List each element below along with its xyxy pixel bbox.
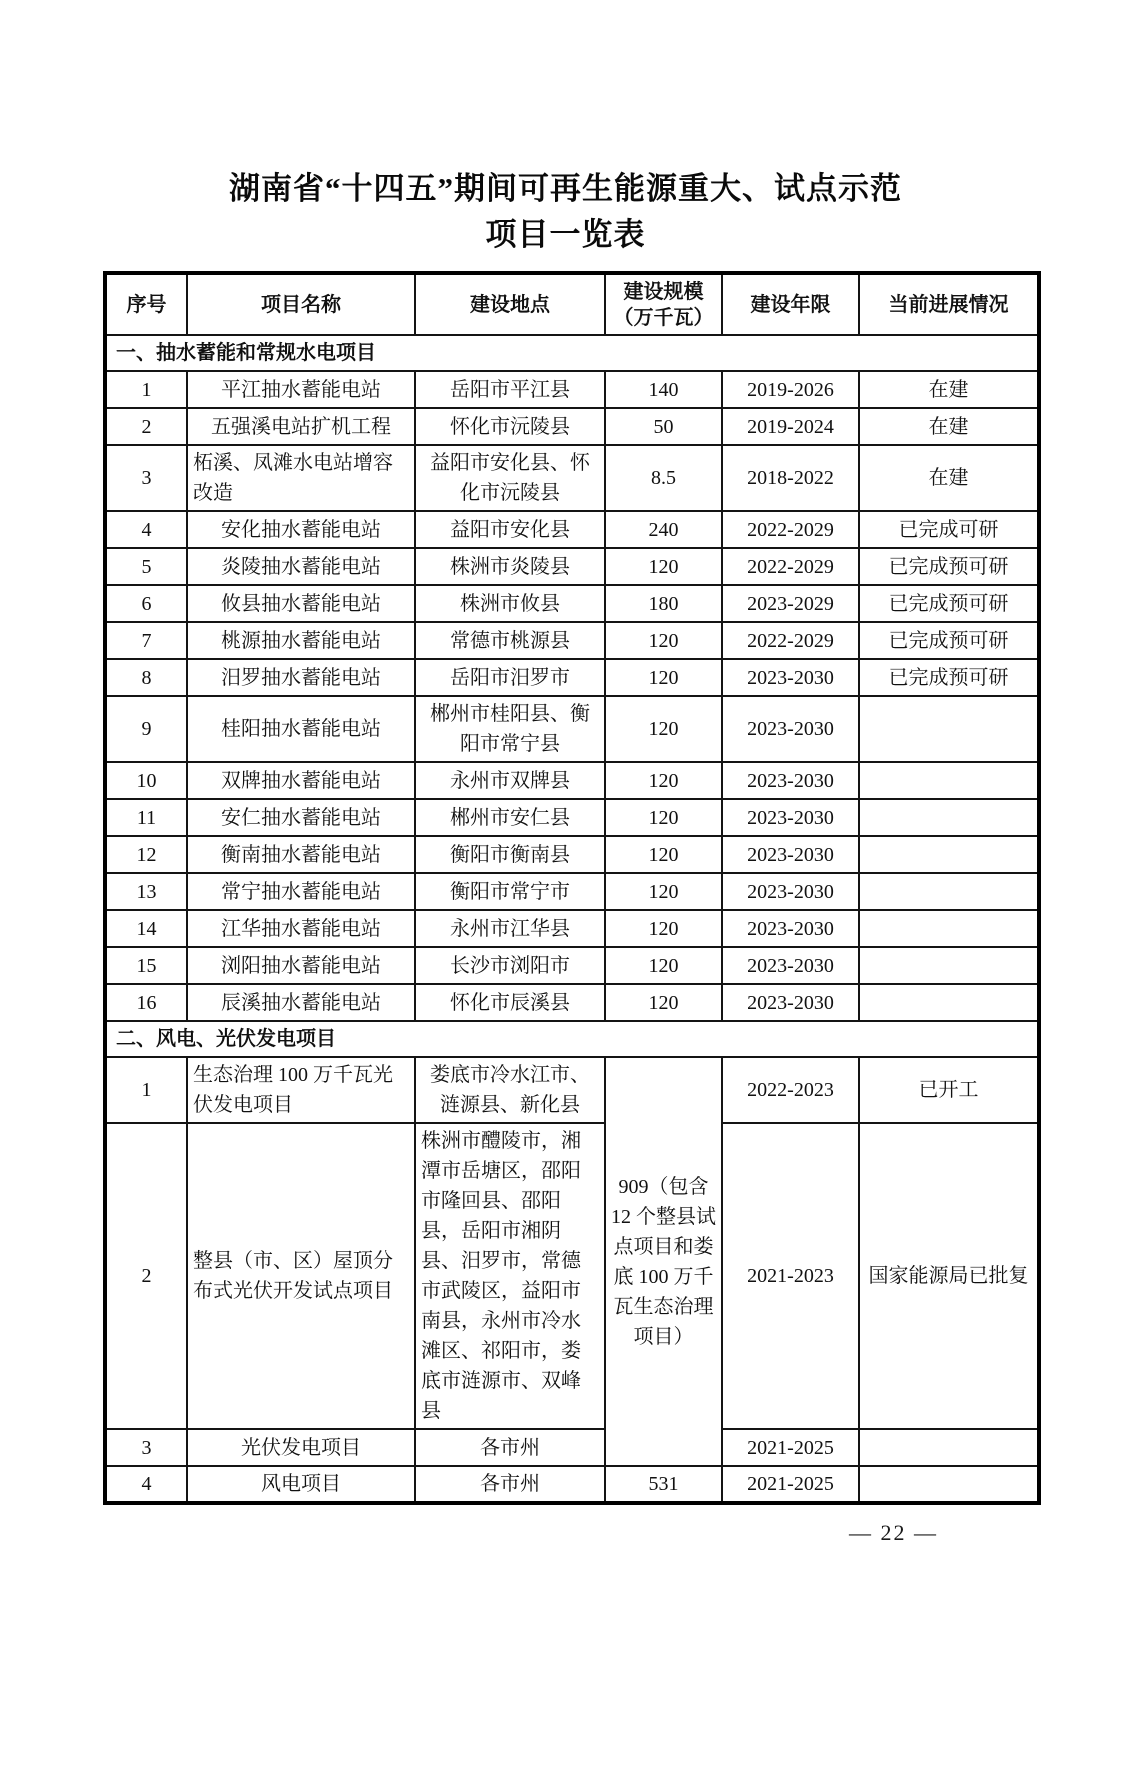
page-number: — 22 — <box>849 1520 938 1545</box>
cell-location: 株洲市攸县 <box>415 585 605 622</box>
cell-name: 双牌抽水蓄能电站 <box>187 762 415 799</box>
cell-scale: 180 <box>605 585 722 622</box>
cell-location: 各市州 <box>415 1429 605 1466</box>
cell-name: 生态治理 100 万千瓦光伏发电项目 <box>187 1057 415 1123</box>
table-row <box>105 445 1039 511</box>
cell-progress: 已完成预可研 <box>859 659 1039 696</box>
table-row <box>105 1057 1039 1123</box>
cell-name: 五强溪电站扩机工程 <box>187 408 415 445</box>
document-title-line2: 项目一览表 <box>485 217 646 252</box>
cell-years: 2023-2030 <box>722 873 859 910</box>
cell-progress <box>859 1466 1039 1503</box>
table-row <box>105 622 1039 659</box>
table-row <box>105 408 1039 445</box>
cell-no: 3 <box>105 1429 187 1466</box>
cell-name: 桃源抽水蓄能电站 <box>187 622 415 659</box>
cell-scale: 120 <box>605 984 722 1021</box>
cell-no: 2 <box>105 1123 187 1429</box>
cell-name: 衡南抽水蓄能电站 <box>187 836 415 873</box>
cell-progress: 国家能源局已批复 <box>859 1123 1039 1429</box>
cell-name: 桂阳抽水蓄能电站 <box>187 696 415 762</box>
section-header-row <box>105 1021 1039 1057</box>
cell-location: 益阳市安化县、怀化市沅陵县 <box>415 445 605 511</box>
cell-no: 4 <box>105 1466 187 1503</box>
cell-no: 1 <box>105 371 187 408</box>
cell-location: 永州市江华县 <box>415 910 605 947</box>
cell-no: 5 <box>105 548 187 585</box>
cell-progress: 已完成可研 <box>859 511 1039 548</box>
table-row <box>105 1123 1039 1429</box>
cell-years: 2018-2022 <box>722 445 859 511</box>
table-body <box>105 335 1039 1503</box>
cell-progress <box>859 873 1039 910</box>
table-row <box>105 1429 1039 1466</box>
cell-name: 攸县抽水蓄能电站 <box>187 585 415 622</box>
cell-location: 娄底市冷水江市、涟源县、新化县 <box>415 1057 605 1123</box>
col-header-scale-line1: 建设规模 <box>623 280 704 303</box>
cell-progress <box>859 910 1039 947</box>
cell-scale: 120 <box>605 622 722 659</box>
cell-scale: 50 <box>605 408 722 445</box>
cell-location: 各市州 <box>415 1466 605 1503</box>
cell-name: 汨罗抽水蓄能电站 <box>187 659 415 696</box>
cell-no: 11 <box>105 799 187 836</box>
projects-table <box>103 271 1041 1505</box>
cell-progress <box>859 1429 1039 1466</box>
table-row <box>105 836 1039 873</box>
cell-scale: 120 <box>605 947 722 984</box>
cell-progress: 在建 <box>859 371 1039 408</box>
cell-name: 整县（市、区）屋顶分布式光伏开发试点项目 <box>187 1123 415 1429</box>
cell-progress: 已完成预可研 <box>859 622 1039 659</box>
cell-no: 7 <box>105 622 187 659</box>
cell-years: 2022-2029 <box>722 548 859 585</box>
document-page <box>0 166 1131 1546</box>
cell-name: 光伏发电项目 <box>187 1429 415 1466</box>
table-row <box>105 799 1039 836</box>
cell-location: 郴州市桂阳县、衡阳市常宁县 <box>415 696 605 762</box>
col-header-progress: 当前进展情况 <box>859 273 1039 335</box>
cell-no: 2 <box>105 408 187 445</box>
col-header-years: 建设年限 <box>722 273 859 335</box>
table-row <box>105 659 1039 696</box>
cell-no: 16 <box>105 984 187 1021</box>
cell-scale: 120 <box>605 548 722 585</box>
cell-years: 2023-2029 <box>722 585 859 622</box>
cell-years: 2022-2029 <box>722 622 859 659</box>
table-row <box>105 696 1039 762</box>
cell-progress <box>859 762 1039 799</box>
cell-scale: 120 <box>605 836 722 873</box>
cell-years: 2023-2030 <box>722 947 859 984</box>
cell-location: 益阳市安化县 <box>415 511 605 548</box>
cell-no: 14 <box>105 910 187 947</box>
table-row <box>105 585 1039 622</box>
cell-progress: 在建 <box>859 445 1039 511</box>
col-header-scale-line2: （万千瓦） <box>613 306 714 329</box>
cell-scale: 120 <box>605 910 722 947</box>
col-header-no: 序号 <box>105 273 187 335</box>
section-header-row <box>105 335 1039 371</box>
section-title: 二、风电、光伏发电项目 <box>105 1021 1039 1057</box>
cell-location: 永州市双牌县 <box>415 762 605 799</box>
cell-name: 平江抽水蓄能电站 <box>187 371 415 408</box>
col-header-scale <box>605 273 722 335</box>
cell-no: 10 <box>105 762 187 799</box>
cell-no: 12 <box>105 836 187 873</box>
cell-years: 2021-2025 <box>722 1466 859 1503</box>
cell-scale: 120 <box>605 659 722 696</box>
cell-location: 株洲市醴陵市，湘潭市岳塘区，邵阳市隆回县、邵阳县，岳阳市湘阴县、汨罗市，常德市武陵区，益阳市南县，永州市冷水滩区、祁阳市，娄底市涟源市、双峰县 <box>415 1123 605 1429</box>
table-row <box>105 947 1039 984</box>
cell-years: 2023-2030 <box>722 984 859 1021</box>
document-title-line1: 湖南省“十四五”期间可再生能源重大、试点示范 <box>229 171 902 206</box>
cell-name: 辰溪抽水蓄能电站 <box>187 984 415 1021</box>
cell-scale: 140 <box>605 371 722 408</box>
col-header-location: 建设地点 <box>415 273 605 335</box>
cell-progress: 已开工 <box>859 1057 1039 1123</box>
cell-location: 常德市桃源县 <box>415 622 605 659</box>
cell-name: 炎陵抽水蓄能电站 <box>187 548 415 585</box>
cell-no: 9 <box>105 696 187 762</box>
table-row <box>105 762 1039 799</box>
cell-no: 1 <box>105 1057 187 1123</box>
cell-years: 2023-2030 <box>722 836 859 873</box>
cell-progress <box>859 984 1039 1021</box>
table-row <box>105 873 1039 910</box>
table-header-row <box>105 273 1039 335</box>
cell-scale: 909（包含 12 个整县试点项目和娄底 100 万千瓦生态治理项目） <box>605 1057 722 1466</box>
cell-years: 2021-2023 <box>722 1123 859 1429</box>
cell-years: 2022-2023 <box>722 1057 859 1123</box>
cell-years: 2023-2030 <box>722 696 859 762</box>
cell-no: 6 <box>105 585 187 622</box>
cell-no: 15 <box>105 947 187 984</box>
cell-location: 衡阳市常宁市 <box>415 873 605 910</box>
table-row <box>105 371 1039 408</box>
cell-name: 江华抽水蓄能电站 <box>187 910 415 947</box>
cell-years: 2019-2026 <box>722 371 859 408</box>
cell-no: 8 <box>105 659 187 696</box>
cell-name: 安仁抽水蓄能电站 <box>187 799 415 836</box>
section-title: 一、抽水蓄能和常规水电项目 <box>105 335 1039 371</box>
cell-progress <box>859 836 1039 873</box>
table-row <box>105 1466 1039 1503</box>
cell-location: 株洲市炎陵县 <box>415 548 605 585</box>
cell-progress <box>859 947 1039 984</box>
cell-progress: 已完成预可研 <box>859 585 1039 622</box>
cell-scale: 120 <box>605 696 722 762</box>
cell-scale: 120 <box>605 873 722 910</box>
cell-no: 3 <box>105 445 187 511</box>
cell-no: 4 <box>105 511 187 548</box>
cell-years: 2023-2030 <box>722 659 859 696</box>
cell-years: 2022-2029 <box>722 511 859 548</box>
col-header-name: 项目名称 <box>187 273 415 335</box>
cell-scale: 531 <box>605 1466 722 1503</box>
table-row <box>105 984 1039 1021</box>
cell-years: 2023-2030 <box>722 910 859 947</box>
cell-scale: 120 <box>605 799 722 836</box>
cell-years: 2019-2024 <box>722 408 859 445</box>
document-title <box>0 166 1131 258</box>
cell-progress <box>859 696 1039 762</box>
cell-location: 岳阳市汨罗市 <box>415 659 605 696</box>
table-row <box>105 910 1039 947</box>
cell-name: 浏阳抽水蓄能电站 <box>187 947 415 984</box>
cell-name: 柘溪、凤滩水电站增容改造 <box>187 445 415 511</box>
cell-scale: 120 <box>605 762 722 799</box>
cell-name: 风电项目 <box>187 1466 415 1503</box>
cell-location: 怀化市辰溪县 <box>415 984 605 1021</box>
table-row <box>105 548 1039 585</box>
cell-scale: 240 <box>605 511 722 548</box>
cell-location: 怀化市沅陵县 <box>415 408 605 445</box>
cell-progress: 在建 <box>859 408 1039 445</box>
cell-years: 2023-2030 <box>722 762 859 799</box>
cell-years: 2023-2030 <box>722 799 859 836</box>
cell-name: 常宁抽水蓄能电站 <box>187 873 415 910</box>
cell-progress: 已完成预可研 <box>859 548 1039 585</box>
cell-years: 2021-2025 <box>722 1429 859 1466</box>
cell-location: 衡阳市衡南县 <box>415 836 605 873</box>
cell-location: 岳阳市平江县 <box>415 371 605 408</box>
cell-location: 长沙市浏阳市 <box>415 947 605 984</box>
cell-no: 13 <box>105 873 187 910</box>
table-row <box>105 511 1039 548</box>
cell-scale: 8.5 <box>605 445 722 511</box>
cell-name: 安化抽水蓄能电站 <box>187 511 415 548</box>
cell-location: 郴州市安仁县 <box>415 799 605 836</box>
cell-progress <box>859 799 1039 836</box>
